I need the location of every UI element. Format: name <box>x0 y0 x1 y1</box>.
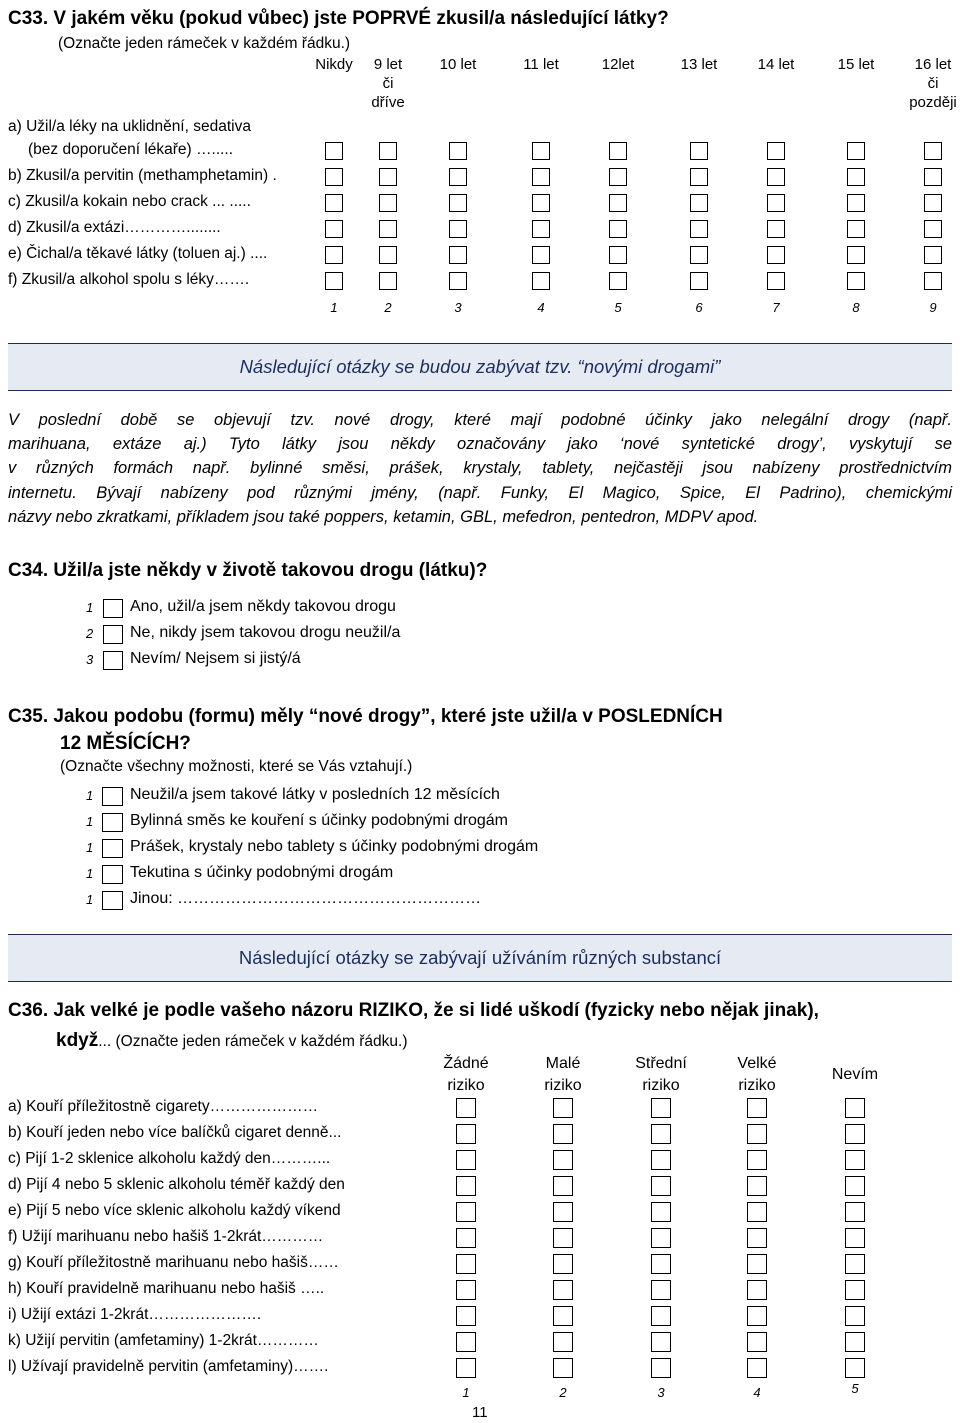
c36-checkbox[interactable] <box>456 1332 476 1352</box>
option-code: 1 <box>86 892 94 907</box>
c36-checkbox[interactable] <box>553 1124 573 1144</box>
c36-checkbox[interactable] <box>553 1306 573 1326</box>
c35-option-checkbox[interactable] <box>102 813 123 832</box>
c36-checkbox[interactable] <box>651 1124 671 1144</box>
c33-checkbox[interactable] <box>847 194 865 212</box>
c36-checkbox[interactable] <box>747 1280 767 1300</box>
option-code: 1 <box>86 788 94 803</box>
substances-banner-text: Následující otázky se zabývají užíváním různých substancí <box>238 947 722 968</box>
c36-column-header: Malé <box>545 1055 581 1072</box>
c36-checkbox[interactable] <box>747 1332 767 1352</box>
c36-checkbox[interactable] <box>456 1228 476 1248</box>
c33-title: C33. V jakém věku (pokud vůbec) jste POPRVÉ zkusil/a následující látky? <box>8 8 669 29</box>
c35-option-checkbox[interactable] <box>102 865 123 884</box>
c36-checkbox[interactable] <box>747 1150 767 1170</box>
c33-checkbox[interactable] <box>449 272 467 290</box>
option-code: 1 <box>86 814 94 829</box>
c33-checkbox[interactable] <box>767 168 785 186</box>
c33-checkbox[interactable] <box>767 246 785 264</box>
c36-column-header: riziko <box>447 1077 485 1094</box>
c36-row-label: d) Pijí 4 nebo 5 sklenic alkoholu téměř každý den <box>8 1176 345 1193</box>
c33-checkbox[interactable] <box>847 246 865 264</box>
c36-checkbox[interactable] <box>456 1150 476 1170</box>
c36-checkbox[interactable] <box>651 1306 671 1326</box>
c33-checkbox[interactable] <box>609 142 627 160</box>
c33-checkbox[interactable] <box>924 246 942 264</box>
c36-title-line2 <box>56 1030 408 1052</box>
c36-checkbox[interactable] <box>456 1124 476 1144</box>
c36-checkbox[interactable] <box>553 1228 573 1248</box>
c33-checkbox[interactable] <box>532 142 550 160</box>
c34-option-label: Ne, nikdy jsem takovou drogu neužil/a <box>130 624 401 641</box>
c33-checkbox[interactable] <box>325 272 343 290</box>
c36-column-header: Žádné <box>443 1055 489 1072</box>
c33-checkbox[interactable] <box>379 168 397 186</box>
c33-checkbox[interactable] <box>379 272 397 290</box>
c36-code: 5 <box>851 1381 859 1396</box>
c33-checkbox[interactable] <box>532 220 550 238</box>
c35-title-line1: C35. Jakou podobu (formu) měly “nové drogy”, které jste užil/a v POSLEDNÍCH <box>8 706 723 727</box>
c36-checkbox[interactable] <box>845 1202 865 1222</box>
c33-checkbox[interactable] <box>325 220 343 238</box>
c36-checkbox[interactable] <box>553 1150 573 1170</box>
c36-row-label: h) Kouří pravidelně marihuanu nebo hašiš ….. <box>8 1280 325 1297</box>
intro-line: názvy nebo zkratkami, příkladem jsou také poppers, ketamin, GBL, mefedron, pentedron, MDPV apod. <box>8 507 759 526</box>
c33-column-header: 9 let <box>373 56 403 73</box>
c33-row-label: c) Zkusil/a kokain nebo crack ... ..... <box>8 193 251 210</box>
c36-checkbox[interactable] <box>456 1176 476 1196</box>
c36-column-header: riziko <box>642 1077 680 1094</box>
c36-title-kdyz: když <box>56 1030 99 1051</box>
c35-option-checkbox[interactable] <box>102 891 123 910</box>
c33-checkbox[interactable] <box>690 220 708 238</box>
c36-checkbox[interactable] <box>651 1176 671 1196</box>
c33-column-header: později <box>909 94 957 111</box>
c35-option-label: Jinou: ………………………………………………… <box>130 890 482 907</box>
c33-checkbox[interactable] <box>449 220 467 238</box>
c36-column-header: Nevím <box>831 1066 879 1083</box>
c33-code: 7 <box>772 300 780 315</box>
intro-line: marihuana, extáze aj.) Tyto látky jsou někdy označovány jako ‘nové syntetické drogy’, vyskytují se <box>8 435 952 454</box>
c33-checkbox[interactable] <box>325 246 343 264</box>
c36-checkbox[interactable] <box>845 1176 865 1196</box>
c33-checkbox[interactable] <box>690 272 708 290</box>
c33-row-a-line1: a) Užil/a léky na uklidnění, sedativa <box>8 118 251 135</box>
c33-row-label: b) Zkusil/a pervitin (methamphetamin) . <box>8 167 277 184</box>
c33-checkbox[interactable] <box>767 194 785 212</box>
c33-checkbox[interactable] <box>847 220 865 238</box>
c33-checkbox[interactable] <box>924 142 942 160</box>
c36-checkbox[interactable] <box>845 1332 865 1352</box>
c33-column-header: 16 let <box>914 56 952 73</box>
c33-checkbox[interactable] <box>924 272 942 290</box>
c36-code: 1 <box>462 1385 470 1400</box>
c36-checkbox[interactable] <box>651 1098 671 1118</box>
c35-option-checkbox[interactable] <box>102 839 123 858</box>
page-number: 11 <box>472 1404 488 1421</box>
c33-checkbox[interactable] <box>767 220 785 238</box>
option-code: 1 <box>86 600 94 615</box>
c36-instruction: ... (Označte jeden rámeček v každém řádku.) <box>98 1033 408 1050</box>
c35-option-checkbox[interactable] <box>102 787 123 806</box>
c36-checkbox[interactable] <box>553 1098 573 1118</box>
c33-code: 8 <box>852 300 860 315</box>
c33-column-header: 15 let <box>837 56 875 73</box>
c33-checkbox[interactable] <box>449 194 467 212</box>
c35-option-label: Bylinná směs ke kouření s účinky podobnými drogám <box>130 812 508 829</box>
c33-checkbox[interactable] <box>690 168 708 186</box>
c33-column-header: či <box>382 75 394 92</box>
c36-title-line1: C36. Jak velké je podle vašeho názoru RIZIKO, že si lidé uškodí (fyzicky nebo nějak jinak), <box>8 1000 819 1021</box>
c36-checkbox[interactable] <box>845 1150 865 1170</box>
c36-checkbox[interactable] <box>553 1202 573 1222</box>
c36-checkbox[interactable] <box>747 1124 767 1144</box>
c35-instruction: (Označte všechny možnosti, které se Vás vztahují.) <box>60 758 413 775</box>
c36-checkbox[interactable] <box>651 1332 671 1352</box>
c36-checkbox[interactable] <box>456 1098 476 1118</box>
c33-code: 5 <box>614 300 622 315</box>
intro-line: v různých formách např. bylinné směsi, prášek, krystaly, tablety, nejčastěji jsou nabízeny prostřednictvím <box>8 459 952 478</box>
c35-option-label: Neužil/a jsem takové látky v posledních 12 měsících <box>130 786 500 803</box>
c36-column-header: Střední <box>635 1055 687 1072</box>
c36-checkbox[interactable] <box>456 1254 476 1274</box>
new-drugs-intro <box>8 408 952 529</box>
c33-checkbox[interactable] <box>325 142 343 160</box>
c36-checkbox[interactable] <box>456 1280 476 1300</box>
c33-checkbox[interactable] <box>379 220 397 238</box>
c35-option-label: Tekutina s účinky podobnými drogám <box>130 864 394 881</box>
new-drugs-banner <box>8 343 952 391</box>
c33-checkbox[interactable] <box>532 194 550 212</box>
option-code: 2 <box>86 626 94 641</box>
c33-checkbox[interactable] <box>767 272 785 290</box>
c36-code: 3 <box>657 1385 665 1400</box>
c36-checkbox[interactable] <box>845 1254 865 1274</box>
c33-column-header: 13 let <box>680 56 718 73</box>
c35-option-label: Prášek, krystaly nebo tablety s účinky podobnými drogám <box>130 838 539 855</box>
c34-option-label: Nevím/ Nejsem si jistý/á <box>130 650 301 667</box>
c36-row-label: f) Užijí marihuanu nebo hašiš 1-2krát………… <box>8 1228 324 1245</box>
c36-checkbox[interactable] <box>651 1150 671 1170</box>
c36-checkbox[interactable] <box>651 1254 671 1274</box>
c36-row-label: i) Užijí extázi 1-2krát…………………. <box>8 1306 262 1323</box>
c36-row-label: g) Kouří příležitostně marihuanu nebo hašiš…… <box>8 1254 339 1271</box>
c33-code: 2 <box>384 300 392 315</box>
c34-title: C34. Užil/a jste někdy v životě takovou drogu (látku)? <box>8 560 488 581</box>
c36-checkbox[interactable] <box>747 1358 767 1378</box>
intro-line: internetu. Bývají nabízeny pod různými jmény, (např. Funky, El Magico, Spice, El Padrino), chemickými <box>8 483 952 502</box>
c34-option-checkbox[interactable] <box>103 599 123 618</box>
c33-row-label: e) Čichal/a těkavé látky (toluen aj.) .... <box>8 245 268 262</box>
c36-checkbox[interactable] <box>553 1254 573 1274</box>
c33-column-header: 14 let <box>757 56 795 73</box>
c36-checkbox[interactable] <box>845 1124 865 1144</box>
c36-row-label: e) Pijí 5 nebo více sklenic alkoholu každý víkend <box>8 1202 341 1219</box>
c33-code: 6 <box>695 300 703 315</box>
c36-checkbox[interactable] <box>845 1098 865 1118</box>
c33-code: 3 <box>454 300 462 315</box>
c36-row-label: a) Kouří příležitostně cigarety………………… <box>8 1098 319 1115</box>
c36-checkbox[interactable] <box>553 1176 573 1196</box>
c33-checkbox[interactable] <box>847 168 865 186</box>
c33-column-header: 12let <box>601 56 635 73</box>
option-code: 1 <box>86 866 94 881</box>
option-code: 1 <box>86 840 94 855</box>
c34-option-checkbox[interactable] <box>103 651 123 670</box>
c36-checkbox[interactable] <box>456 1306 476 1326</box>
c36-checkbox[interactable] <box>747 1098 767 1118</box>
c36-row-label: c) Pijí 1-2 sklenice alkoholu každý den………... <box>8 1150 331 1167</box>
c33-checkbox[interactable] <box>847 272 865 290</box>
c33-row-label: (bez doporučení lékaře) …..... <box>28 141 234 158</box>
c36-checkbox[interactable] <box>845 1306 865 1326</box>
c33-checkbox[interactable] <box>532 272 550 290</box>
c33-checkbox[interactable] <box>449 142 467 160</box>
c33-checkbox[interactable] <box>924 194 942 212</box>
c33-checkbox[interactable] <box>609 194 627 212</box>
c33-checkbox[interactable] <box>847 142 865 160</box>
c33-code: 1 <box>330 300 338 315</box>
c33-checkbox[interactable] <box>532 168 550 186</box>
c36-checkbox[interactable] <box>747 1306 767 1326</box>
c33-instruction: (Označte jeden rámeček v každém řádku.) <box>58 35 351 52</box>
c36-checkbox[interactable] <box>845 1228 865 1248</box>
c33-column-header: dříve <box>371 94 405 111</box>
c36-checkbox[interactable] <box>845 1280 865 1300</box>
c33-checkbox[interactable] <box>924 168 942 186</box>
c33-checkbox[interactable] <box>690 142 708 160</box>
c36-checkbox[interactable] <box>553 1332 573 1352</box>
c36-checkbox[interactable] <box>747 1254 767 1274</box>
c33-checkbox[interactable] <box>379 194 397 212</box>
option-code: 3 <box>86 652 94 667</box>
substances-banner <box>8 934 952 982</box>
c33-checkbox[interactable] <box>325 194 343 212</box>
c33-checkbox[interactable] <box>449 168 467 186</box>
c36-column-header: Velké <box>737 1055 777 1072</box>
c33-checkbox[interactable] <box>767 142 785 160</box>
c36-checkbox[interactable] <box>651 1202 671 1222</box>
intro-line: V poslední době se objevují tzv. nové drogy, které mají podobné účinky jako nelegální drogy (např. <box>8 411 952 429</box>
c36-checkbox[interactable] <box>651 1228 671 1248</box>
c36-checkbox[interactable] <box>456 1358 476 1378</box>
c36-checkbox[interactable] <box>456 1202 476 1222</box>
c33-checkbox[interactable] <box>690 246 708 264</box>
c36-column-header: riziko <box>544 1077 582 1094</box>
c33-checkbox[interactable] <box>609 272 627 290</box>
c33-checkbox[interactable] <box>609 168 627 186</box>
c36-checkbox[interactable] <box>747 1202 767 1222</box>
c33-checkbox[interactable] <box>379 246 397 264</box>
c36-code: 4 <box>753 1385 761 1400</box>
c33-column-header: 11 let <box>523 56 559 73</box>
c33-checkbox[interactable] <box>924 220 942 238</box>
c36-row-label: b) Kouří jeden nebo více balíčků cigaret denně... <box>8 1124 342 1141</box>
c34-option-checkbox[interactable] <box>103 625 123 644</box>
c36-column-header: riziko <box>738 1077 776 1094</box>
c33-checkbox[interactable] <box>325 168 343 186</box>
c33-code: 4 <box>537 300 545 315</box>
c33-row-label: d) Zkusil/a extázi…………........ <box>8 219 221 236</box>
c33-column-header: 10 let <box>439 56 477 73</box>
c33-checkbox[interactable] <box>690 194 708 212</box>
c36-checkbox[interactable] <box>747 1228 767 1248</box>
c36-checkbox[interactable] <box>845 1358 865 1378</box>
c33-code: 9 <box>929 300 937 315</box>
c33-checkbox[interactable] <box>609 246 627 264</box>
c33-checkbox[interactable] <box>609 220 627 238</box>
c35-title-line2: 12 MĚSÍCÍCH? <box>60 733 191 754</box>
c34-option-label: Ano, užil/a jsem někdy takovou drogu <box>130 598 396 615</box>
c36-checkbox[interactable] <box>651 1358 671 1378</box>
c33-row-label: f) Zkusil/a alkohol spolu s léky……. <box>8 271 250 288</box>
c36-code: 2 <box>559 1385 567 1400</box>
c33-checkbox[interactable] <box>449 246 467 264</box>
new-drugs-banner-text: Následující otázky se budou zabývat tzv. “novými drogami” <box>239 356 721 377</box>
c36-checkbox[interactable] <box>747 1176 767 1196</box>
c33-checkbox[interactable] <box>532 246 550 264</box>
c33-column-header: či <box>927 75 939 92</box>
c33-column-header: Nikdy <box>315 56 353 73</box>
c36-row-label: l) Užívají pravidelně pervitin (amfetaminy)……. <box>8 1358 329 1375</box>
c36-checkbox[interactable] <box>553 1280 573 1300</box>
c33-checkbox[interactable] <box>379 142 397 160</box>
c36-checkbox[interactable] <box>553 1358 573 1378</box>
c36-row-label: k) Užijí pervitin (amfetaminy) 1-2krát………… <box>8 1332 319 1349</box>
c36-checkbox[interactable] <box>651 1280 671 1300</box>
